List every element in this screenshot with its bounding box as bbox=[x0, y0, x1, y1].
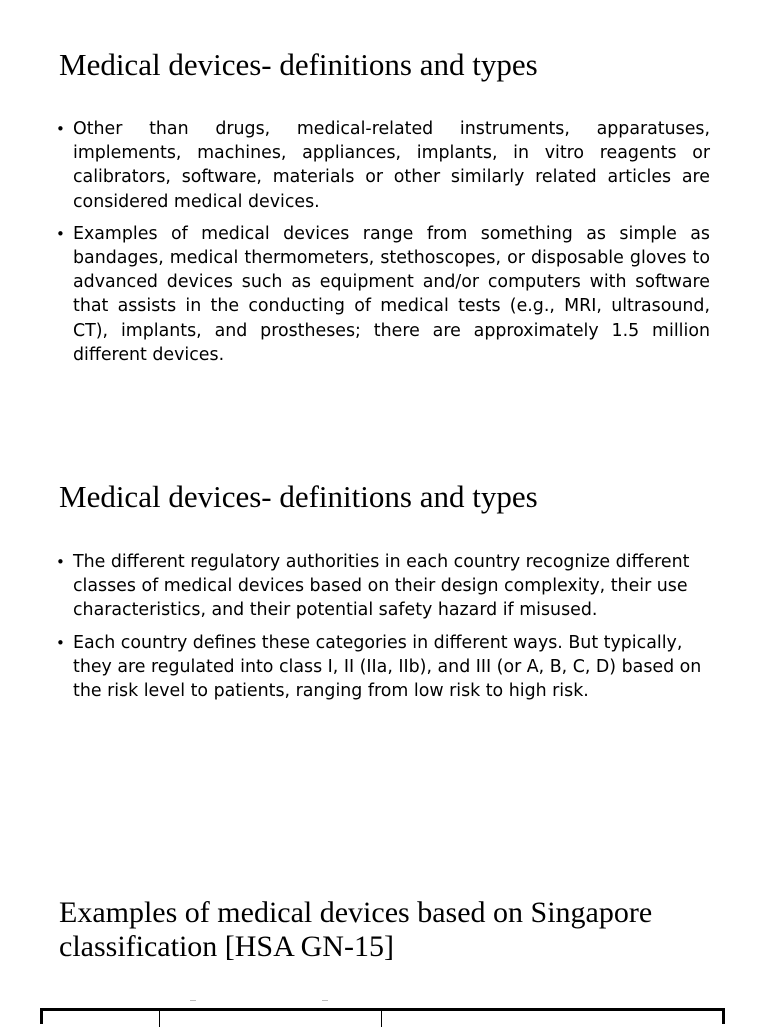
slide-1-bullet-1 bbox=[56, 117, 710, 214]
bullet-icon: • bbox=[56, 120, 65, 138]
slide-2-title: Medical devices- definitions and types bbox=[59, 479, 538, 514]
table-column-divider bbox=[159, 1011, 160, 1027]
bullet-text: The different regulatory authorities in each country recognize different classes of medical devices based on their design complexity, their use characteristics, and their potential safety hazard if misused. bbox=[73, 552, 690, 621]
slide-1-title: Medical devices- definitions and types bbox=[59, 47, 538, 82]
bullet-icon: • bbox=[56, 553, 65, 571]
slide-1-bullet-list bbox=[56, 117, 710, 375]
table-header-mark bbox=[322, 1000, 328, 1001]
bullet-icon: • bbox=[56, 633, 65, 652]
classification-table bbox=[40, 1008, 725, 1024]
table-header-mark bbox=[190, 1000, 196, 1001]
bullet-text: Examples of medical devices range from something as simple as bandages, medical thermometers, stethoscopes, or disposable gloves to advanced devices such as equipment and/or computers with software that assists in the conducting of medical tests (e.g., MRI, ultrasound, CT), implants, and prostheses; there are approximately 1.5 million different devices. bbox=[73, 223, 710, 365]
slide-2-bullet-list bbox=[56, 550, 710, 711]
table-column-divider bbox=[381, 1011, 382, 1027]
slide-2-bullet-2 bbox=[56, 631, 710, 704]
slide-2-bullet-1 bbox=[56, 550, 710, 623]
bullet-text: Each country defines these categories in different ways. But typically, they are regulated into class I, II (IIa, IIb), and III (or A, B, C, D) based on the risk level to patients, ranging from low risk to high risk. bbox=[73, 632, 702, 702]
bullet-icon: • bbox=[56, 224, 65, 243]
bullet-text: Other than drugs, medical-related instruments, apparatuses, implements, machines, appliances, implants, in vitro reagents or calibrators, software, materials or other similarly related articles are considered medical devices. bbox=[73, 119, 710, 212]
slide-3-title: Examples of medical devices based on Singapore classification [HSA GN-15] bbox=[59, 896, 653, 963]
slide-1-bullet-2 bbox=[56, 222, 710, 367]
